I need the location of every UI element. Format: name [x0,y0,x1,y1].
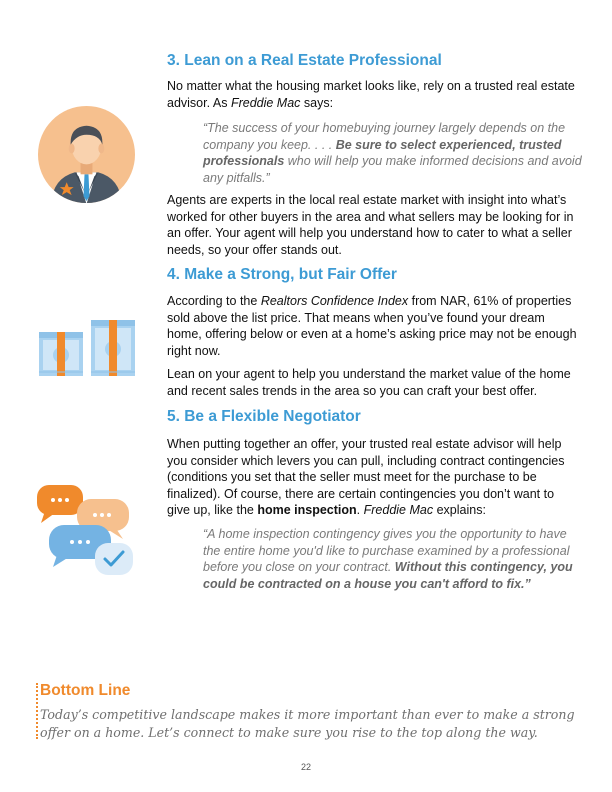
quote-emphasis: Be sure to select experienced, trusted professionals [203,137,562,168]
source-name: Realtors Confidence Index [260,294,409,308]
section-4-body: Lean on your agent to help you understand the market value of the home and recent sales trends in the area so you can craft your best offer. [167,367,571,398]
intro-text: No matter what the housing market looks like, rely on a trusted real estate advisor. As [167,79,575,110]
section-5-quote [203,526,583,592]
intro-text-end: explains: [433,503,486,517]
money-stacks-icon [37,318,142,378]
section-5-intro [167,436,577,519]
section-4-title: 4. Make a Strong, but Fair Offer [167,266,397,283]
section-4-intro [167,293,579,359]
section-5-title: 5. Be a Flexible Negotiator [167,408,361,425]
quote-emphasis: Without this contingency, you could be contracted on a house you can't afford to fix.” [203,560,573,591]
bottom-line-title: Bottom Line [40,682,131,699]
source-name: Freddie Mac [230,95,301,110]
emphasis-text: home inspection [257,503,357,517]
bottom-line-text: Today’s competitive landscape makes it more important than ever to make a strong offer on a home. Let’s connect to make sure you rise to the top along the way. [40,707,575,740]
quote-text: “A home inspection contingency gives you the opportunity to have the entire home you'd like to purchase examined by a professional before you close on your contract. [203,527,570,574]
page-number: 22 [300,762,311,772]
agent-avatar-icon [37,105,136,204]
section-3-body: Agents are experts in the local real estate market with insight into what’s worked for other buyers in the area and what sellers may be looking for in an offer. Your agent will help you understand how to cater to what a seller needs, so your offer stands out. [167,193,574,257]
quote-text-end: who will help you make informed decisions and avoid any pitfalls.” [203,154,582,185]
chat-bubbles-icon [35,481,135,581]
quote-text: “The success of your homebuying journey largely depends on the company you keep. . . . [203,121,566,152]
separator-text: . [356,503,364,517]
section-3-title: 3. Lean on a Real Estate Professional [167,52,442,69]
section-3-quote [203,120,583,186]
bottom-line-accent-bar [36,683,38,739]
intro-text-end: from NAR, 61% of properties sold above the list price. That means when you’ve found your dream home, offering below or even at a home’s asking price may not be enough right now. [167,294,577,358]
intro-text-end: says: [300,95,334,110]
source-name: Freddie Mac [363,503,434,517]
section-3-intro [167,78,577,111]
intro-text: According to the [167,294,261,308]
intro-text: When putting together an offer, your trusted real estate advisor will help you consider which levers you can pull, including contract contingencies (conditions you set that the seller must meet for the purchase to be finalized). Of course, there are certain contingencies you don’t want to give up, like the [167,437,565,517]
